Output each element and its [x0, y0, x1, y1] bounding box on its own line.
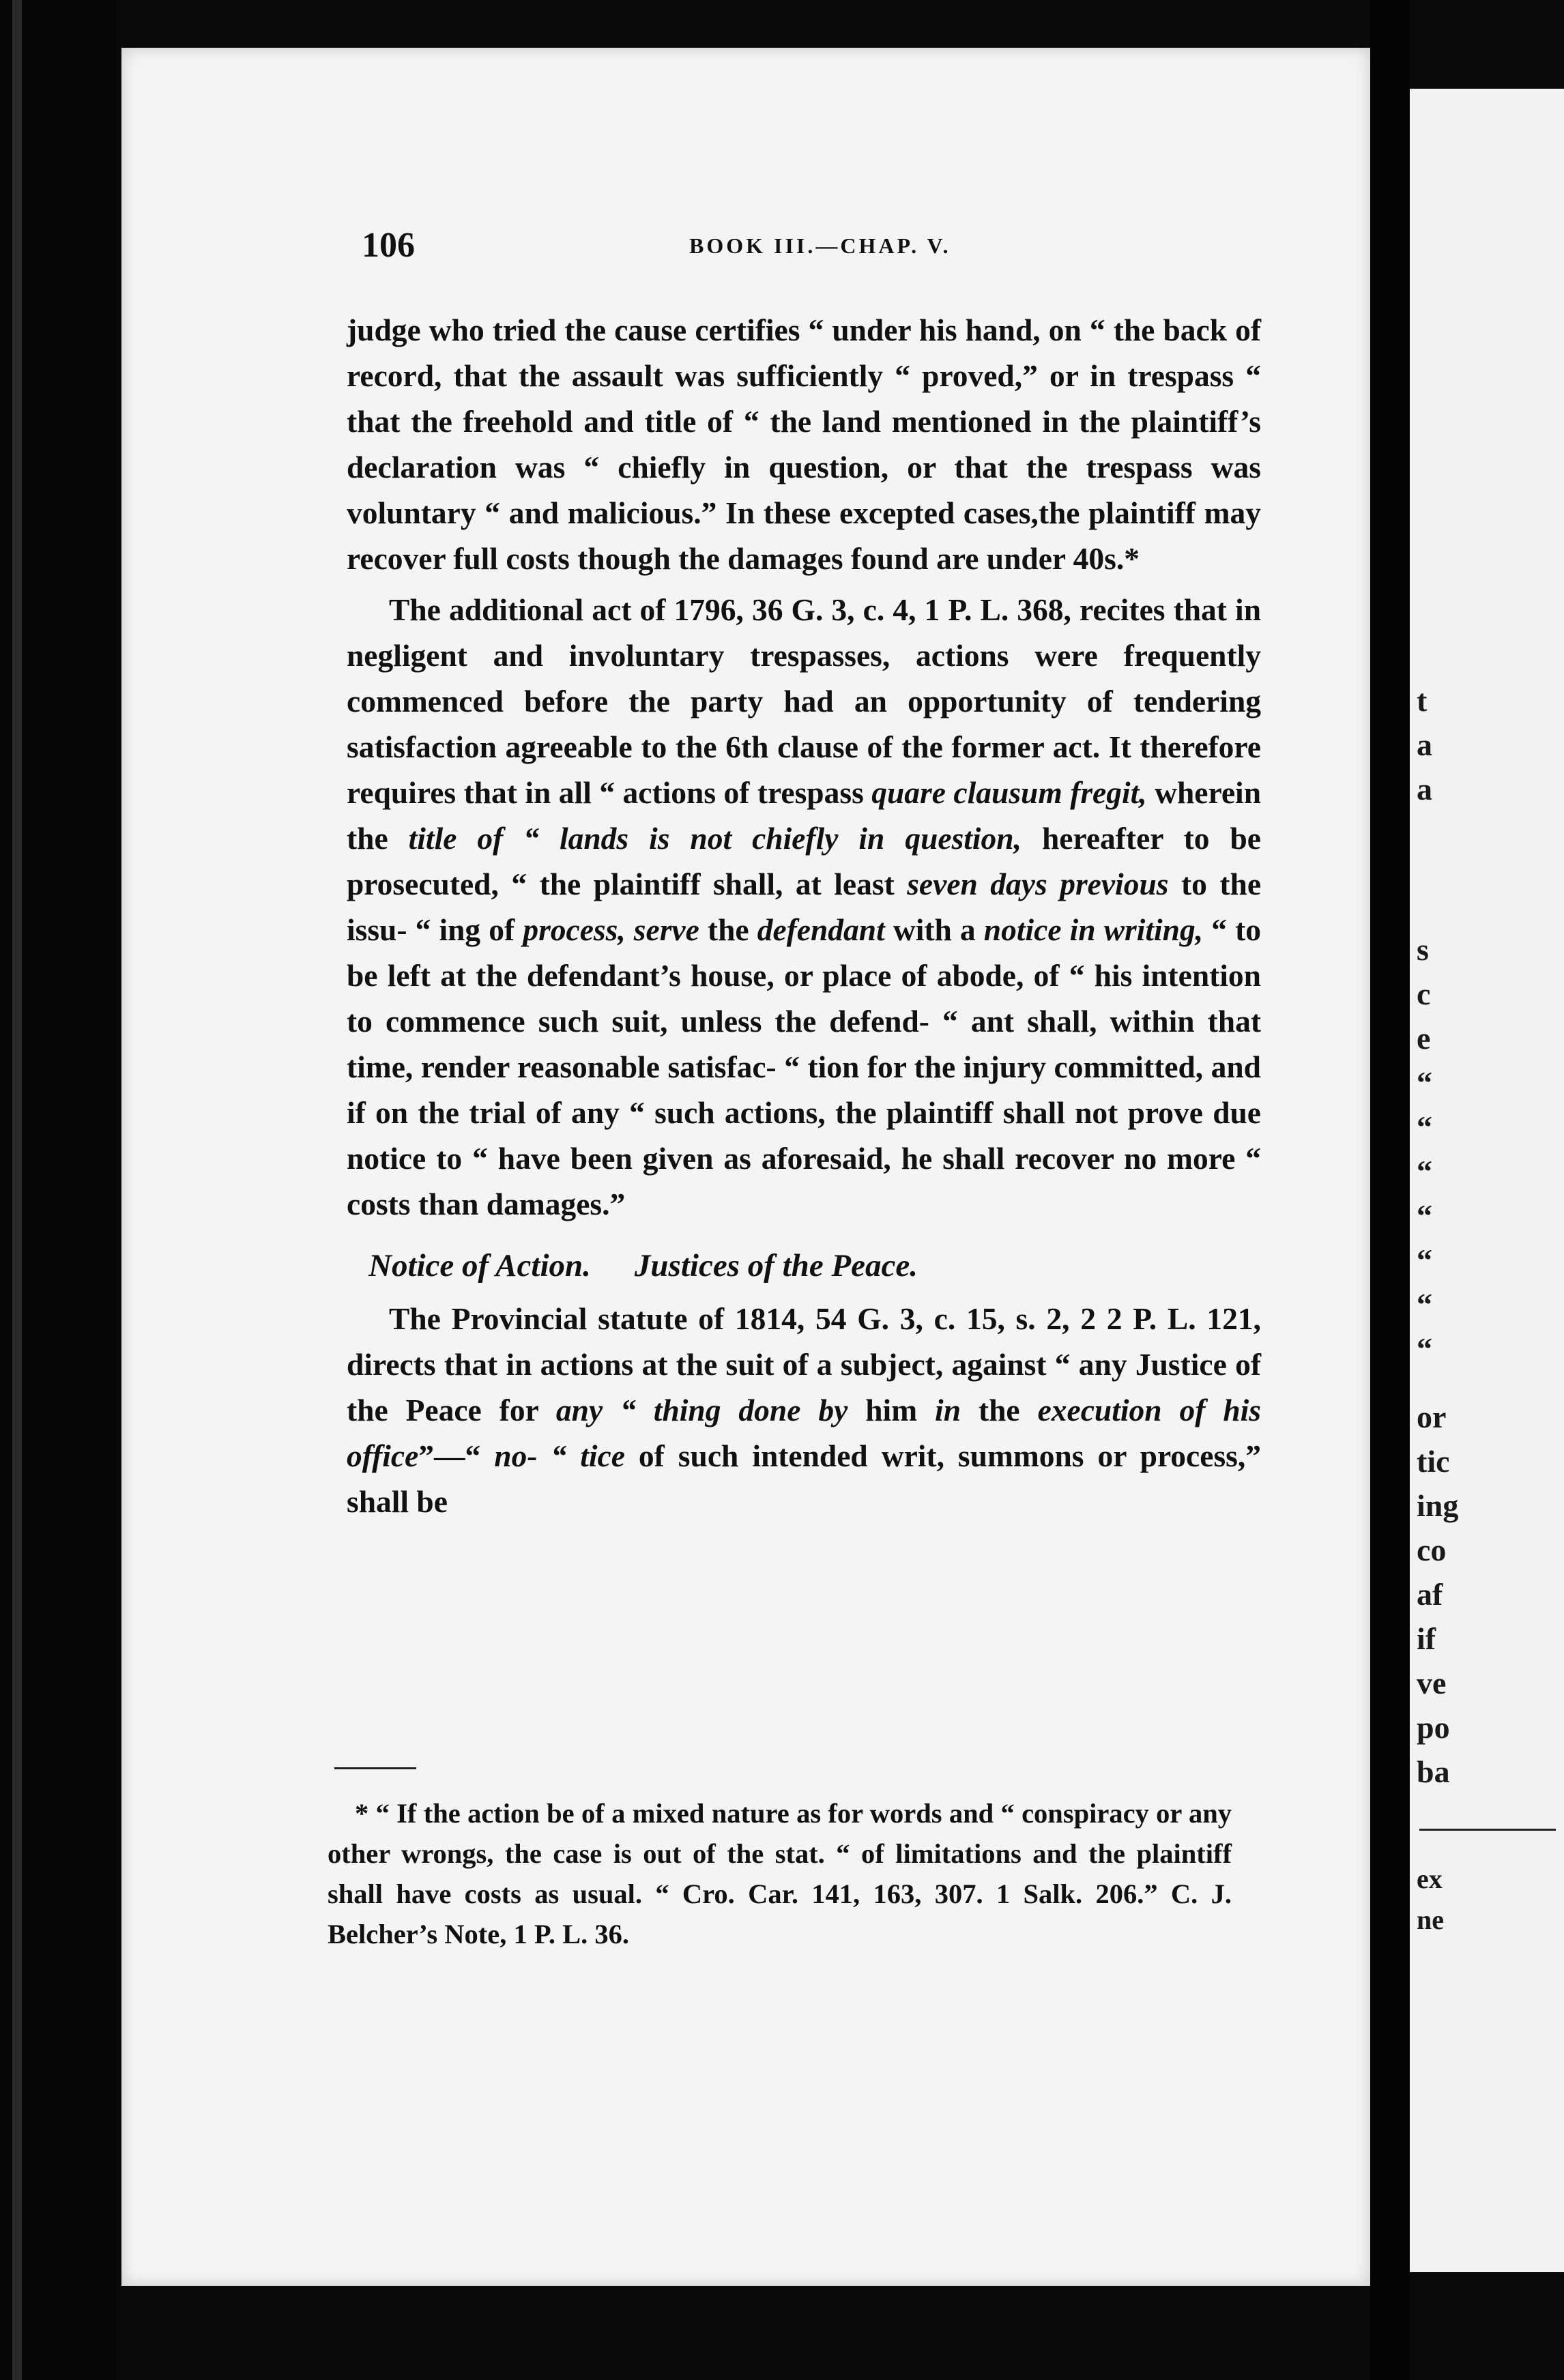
book-edge-strip — [12, 0, 22, 2380]
text-run: The additional act of 1796, 36 G. 3, c. 4, 1 P. L. 368, recites that in negligent and involuntary trespasses, actions were frequently commenced before the party had an opportunity of tendering satisfaction agreeable to the 6th clause of the former act. It therefore requires that in all “ actions of trespass — [347, 592, 1261, 810]
adjacent-fragment: if — [1417, 1621, 1436, 1656]
body-text — [347, 307, 1261, 1524]
paragraph-1: judge who tried the cause certifies “ under his hand, on “ the back of record, that the assault was sufficiently “ proved,” or in trespass “ that the freehold and title of “ the land mentioned in the plaintiff’s declaration was “ chiefly in question, or that the trespass was voluntary “ and malicious.” In these excepted cases,the plaintiff may recover full costs though the damages found are under 40s.* — [347, 313, 1261, 576]
text-run: the — [699, 912, 757, 947]
text-run: hereafter to be prosecuted, “ the plaintiff shall, at least — [347, 821, 1261, 901]
footnote-rule — [334, 1767, 416, 1769]
adjacent-fragment: t — [1417, 683, 1428, 718]
adjacent-fragment: ve — [1417, 1666, 1447, 1700]
heading-notice-of-action: Notice of Action. — [368, 1248, 591, 1283]
footnote-text: * “ If the action be of a mixed nature as for words and “ conspiracy or any other wrongs, the case is out of the stat. “ of limitations and the plaintiff shall have costs as usual. “ Cro. Car. 141, 163, 307. 1 Salk. 206.” C. J. Belcher’s Note, 1 P. L. 36. — [328, 1798, 1232, 1949]
adjacent-fragment: “ — [1417, 1243, 1432, 1277]
italic-run: any “ thing done by — [555, 1393, 848, 1427]
footnote — [328, 1793, 1232, 1954]
running-head: BOOK III.—CHAP. V. — [689, 233, 951, 258]
text-run: wherein the — [347, 775, 1261, 856]
adjacent-footnote-rule — [1419, 1829, 1556, 1831]
italic-run: in — [935, 1393, 961, 1427]
adjacent-fragment: tic — [1417, 1444, 1450, 1479]
adjacent-fragment: co — [1417, 1533, 1447, 1567]
adjacent-fragment: “ — [1417, 1065, 1432, 1100]
adjacent-fragment: e — [1417, 1021, 1431, 1056]
scan-left-margin — [0, 0, 116, 2380]
italic-run: notice in writing, — [983, 912, 1204, 947]
adjacent-fragment: “ — [1417, 1198, 1432, 1233]
adjacent-fragment: “ — [1417, 1109, 1432, 1144]
adjacent-fragment: s — [1417, 932, 1429, 967]
page-number: 106 — [362, 226, 415, 265]
text-run: with a — [884, 912, 984, 947]
section-heading — [347, 1243, 1261, 1289]
adjacent-fragment: a — [1417, 772, 1432, 807]
adjacent-fragment: a — [1417, 727, 1432, 762]
adjacent-fragment: ne — [1417, 1904, 1444, 1935]
adjacent-fragment: or — [1417, 1399, 1447, 1434]
adjacent-fragment: “ — [1417, 1331, 1432, 1366]
text-run: of such intended writ, summons or process,” shall be — [347, 1438, 1261, 1519]
italic-run: seven days previous — [907, 867, 1169, 901]
adjacent-page-edge — [1410, 89, 1564, 2272]
adjacent-fragment: “ — [1417, 1287, 1432, 1322]
page-header — [362, 225, 1276, 273]
text-run: ”—“ — [418, 1438, 495, 1473]
italic-run: quare clausum fregit, — [871, 775, 1147, 810]
adjacent-fragment: ing — [1417, 1488, 1459, 1523]
paragraph-3 — [347, 1296, 1261, 1524]
text-run: The Provincial statute of 1814, 54 G. 3, c. 15, s. 2, 2 2 P. L. 121, directs that in actions at the suit of a subject, against “ any Justice of the Peace for — [347, 1301, 1261, 1427]
italic-run: execution of his office — [347, 1393, 1261, 1473]
italic-run: title of “ lands is not chiefly in question, — [408, 821, 1022, 856]
italic-run: no- “ tice — [494, 1438, 625, 1473]
adjacent-fragment: c — [1417, 976, 1431, 1011]
italic-run: defendant — [757, 912, 885, 947]
heading-justices-of-the-peace: Justices of the Peace. — [634, 1248, 918, 1283]
adjacent-fragment: af — [1417, 1577, 1443, 1612]
text-run: the — [961, 1393, 1038, 1427]
italic-run: process, serve — [523, 912, 699, 947]
adjacent-fragment: “ — [1417, 1154, 1432, 1189]
adjacent-fragment: ex — [1417, 1863, 1443, 1894]
book-gutter — [1370, 0, 1410, 2380]
text-run: him — [848, 1393, 936, 1427]
adjacent-fragment: ba — [1417, 1754, 1450, 1789]
text-run: “ to be left at the defendant’s house, or place of abode, of “ his intention to commence such suit, unless the defend- “ ant shall, within that time, render reasonable satisfac- “ tion for the injury committed, and if on the trial of any “ such actions, the plaintiff shall not prove due notice to “ have been given as aforesaid, he shall recover no more “ costs than damages.” — [347, 912, 1261, 1221]
text-run: to the issu- “ ing of — [347, 867, 1262, 947]
paragraph-2 — [347, 587, 1261, 1227]
adjacent-fragment: po — [1417, 1710, 1450, 1745]
